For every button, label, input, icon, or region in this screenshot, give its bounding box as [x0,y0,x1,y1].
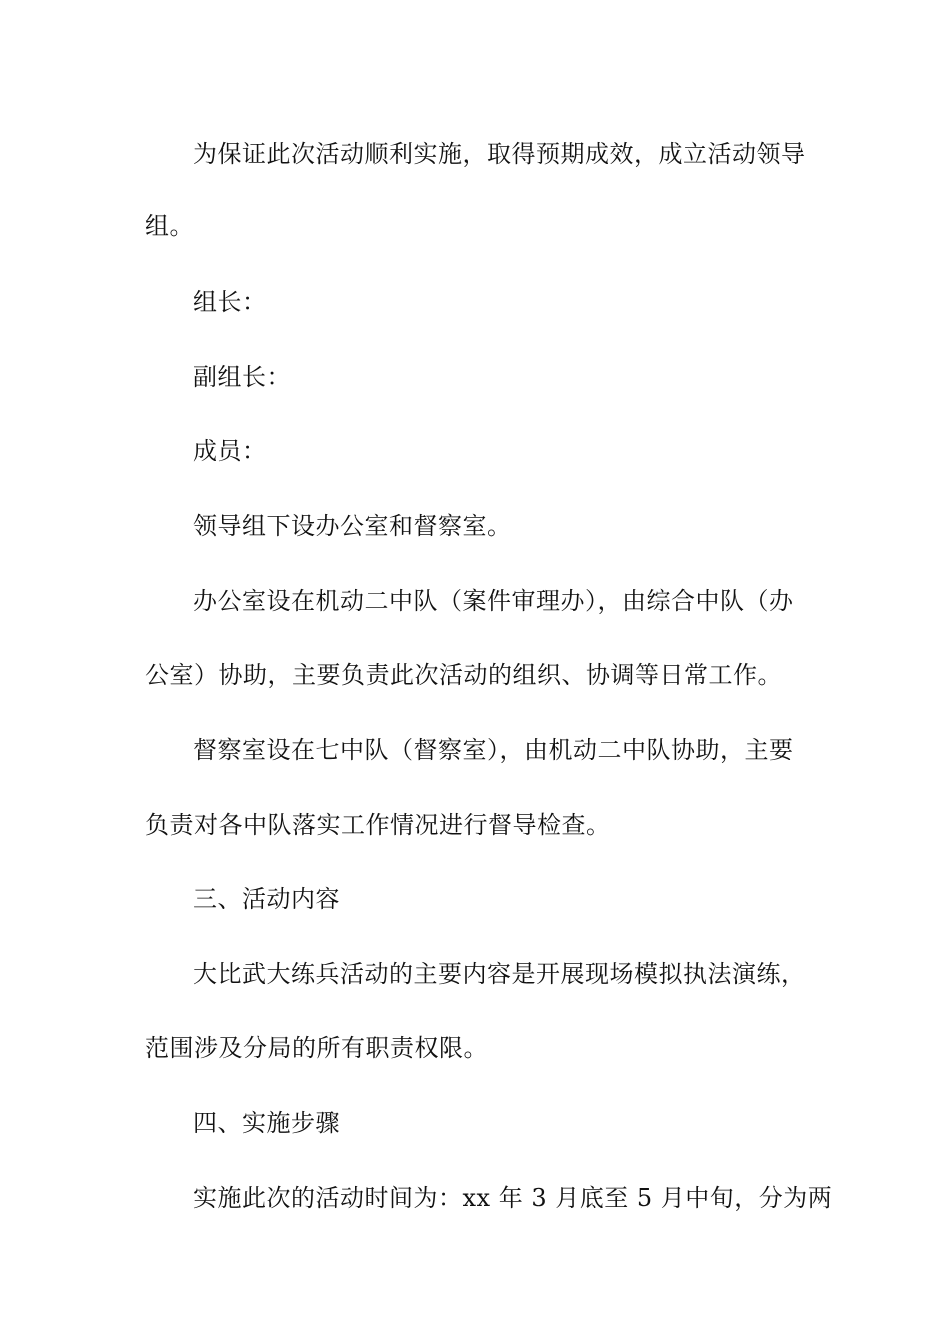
paragraph-line: 大比武大练兵活动的主要内容是开展现场模拟执法演练， [193,960,806,988]
paragraph-line: 组。 [145,212,194,240]
paragraph-line: 负责对各中队落实工作情况进行督导检查。 [145,811,611,839]
paragraph-line: 领导组下设办公室和督察室。 [193,512,512,540]
paragraph-line: 实施此次的活动时间为：xx 年 3 月底至 5 月中旬，分为两 [193,1184,833,1212]
paragraph-line: 办公室设在机动二中队（案件审理办），由综合中队（办 [193,587,794,615]
paragraph-line: 公室）协助，主要负责此次活动的组织、协调等日常工作。 [145,661,782,689]
paragraph-line: 为保证此次活动顺利实施，取得预期成效，成立活动领导 [193,140,806,168]
section-heading: 四、实施步骤 [193,1109,340,1137]
field-members: 成员： [193,437,267,465]
field-leader: 组长： [193,288,267,316]
section-heading: 三、活动内容 [193,885,340,913]
paragraph-line: 范围涉及分局的所有职责权限。 [145,1034,488,1062]
paragraph-line: 督察室设在七中队（督察室），由机动二中队协助，主要 [193,736,794,764]
field-deputy-leader: 副组长： [193,363,291,391]
